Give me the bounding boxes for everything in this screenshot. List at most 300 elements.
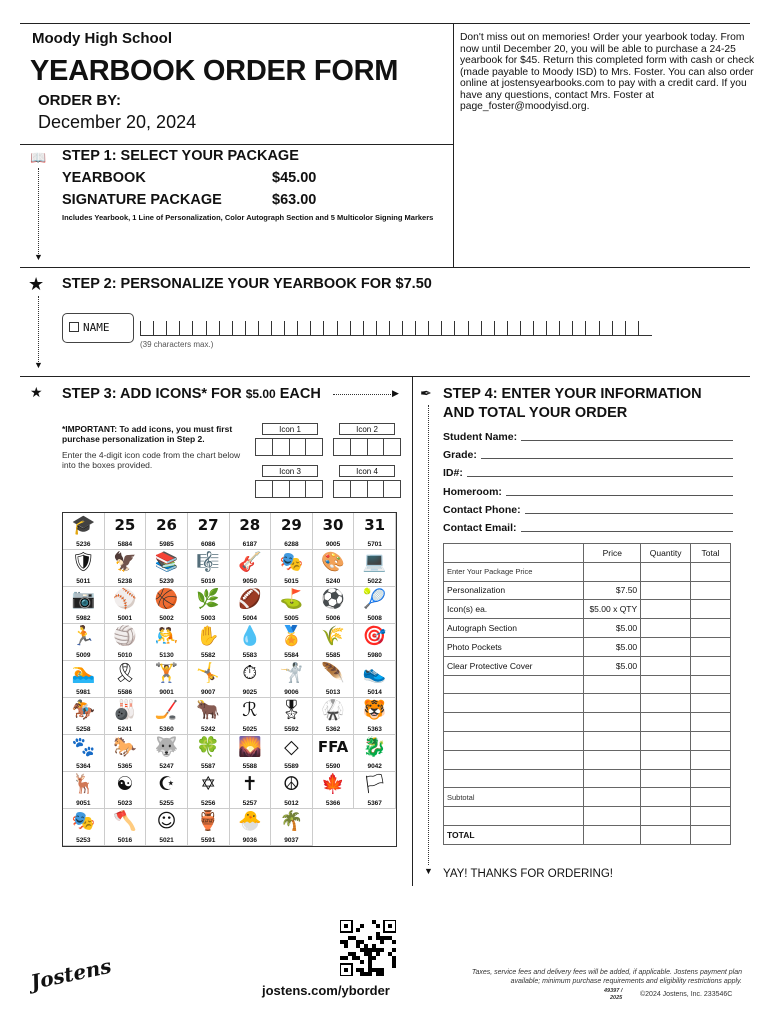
signature-price: $63.00 [272,192,317,208]
icon-code: 5023 [117,800,133,807]
character-divider [402,321,403,335]
wrestling-icon: 🤼 [154,625,179,647]
icon-cell [230,661,272,698]
graduation-cap-icon: 🎓 [71,514,96,536]
info-field-input[interactable] [525,504,733,514]
year-26-icon: 26 [156,516,177,534]
total-input[interactable] [691,562,731,581]
icon-cell [313,587,355,624]
basketball-icon: 🏀 [154,588,179,610]
icon-cell [313,661,355,698]
row-label: Photo Pockets [444,637,584,656]
icon-cell [354,624,396,661]
emblem-icon: 🎖 [279,699,304,721]
diamond-icon: ◇ [284,736,299,758]
icon-cell [271,661,313,698]
quantity-input[interactable] [641,637,691,656]
icon-code: 5981 [76,689,91,696]
icon-code: 5006 [325,615,341,622]
icon-cell [271,735,313,772]
fencing-icon: 🤺 [279,662,304,684]
icon-code: 5701 [367,541,382,548]
icon-cell [313,550,355,587]
form-code-bottom: 2025 [610,995,623,1001]
icon-cell [271,698,313,735]
total-input[interactable] [691,675,731,694]
total-input[interactable] [691,769,731,788]
info-field-input[interactable] [481,449,733,459]
computer-icon: 💻 [362,551,387,573]
icon-cell [230,735,272,772]
yearbook-price: $45.00 [272,170,317,186]
icon-cell [188,735,230,772]
character-divider [350,321,351,335]
table-row [444,619,731,638]
icon3-label: Icon 3 [262,465,318,477]
icon-code: 5258 [76,726,91,733]
step1-title: STEP 1: SELECT YOUR PACKAGE [62,148,299,164]
total-input[interactable] [691,731,731,750]
icon-cell [230,624,272,661]
golf-icon: ⛳ [279,588,304,610]
yearbook-label[interactable]: YEARBOOK [62,170,146,186]
quantity-input[interactable] [641,769,691,788]
step4-title-line1: STEP 4: ENTER YOUR INFORMATION [443,386,702,402]
row-label: Clear Protective Cover [444,656,584,675]
table-row [444,825,731,844]
table-row [444,807,731,826]
info-field-label: Student Name: [443,431,518,443]
icon-cell [230,513,272,550]
icon-cell [105,772,147,809]
icon-cell [313,624,355,661]
shoe-icon: 👟 [362,662,387,684]
total-input[interactable] [691,581,731,600]
icon3-code-input[interactable] [255,480,323,498]
icon-cell [230,772,272,809]
icon-code: 6288 [284,541,299,548]
script-r-icon: ℛ [242,699,258,721]
total-input[interactable] [691,713,731,732]
character-divider [572,321,573,335]
quantity-input[interactable] [641,731,691,750]
icon-cell [146,513,188,550]
icon-cell [271,550,313,587]
hand-icon: ✋ [196,625,221,647]
icon-code: 5586 [117,689,133,696]
trophy-icon: 🏺 [196,810,221,832]
icon-cell [188,809,230,846]
step2-arrow-icon: ▼ [34,360,43,370]
icon-code: 5584 [284,652,299,659]
icon-cell [354,735,396,772]
character-divider [559,321,560,335]
icon-cell [354,661,396,698]
icon-code: 5591 [200,837,216,844]
character-divider [441,321,442,335]
character-divider [219,321,220,335]
icon-code: 5590 [325,763,341,770]
icon-cell [63,587,105,624]
step1-arrow-icon: ▼ [34,252,43,262]
medal-icon: 🏅 [279,625,304,647]
name-checkbox[interactable] [62,313,134,343]
icon-code: 5025 [242,726,258,733]
column-header [444,544,584,563]
icon-code: 5241 [117,726,133,733]
star-icon: ★ [28,274,45,294]
paw-print-icon: 🐾 [71,736,96,758]
quantity-input[interactable] [641,581,691,600]
icon-code: 5253 [76,837,91,844]
icon1-code-input[interactable] [255,438,323,456]
icon-cell [230,809,272,846]
icon-code: 5363 [367,726,382,733]
icon-cell [188,661,230,698]
icon-cell [313,513,355,550]
icon4-code-input[interactable] [333,480,401,498]
info-field-row [443,486,733,498]
step4-arrow-icon: ▼ [424,866,433,876]
row-label: Autograph Section [444,619,584,638]
step3-rule [20,376,750,377]
icon-code: 5985 [159,541,174,548]
character-divider [310,321,311,335]
row-label: TOTAL [444,825,584,844]
info-field-input[interactable] [521,522,733,532]
character-divider [323,321,324,335]
icon-code: 5015 [284,578,299,585]
info-field-input[interactable] [521,431,733,441]
step2-dotted-line [38,296,39,362]
yin-yang-icon: ☯ [116,773,134,795]
football-helmet-icon: 🏈 [237,588,262,610]
theater-masks-icon: 🎭 [279,551,304,573]
pen-icon: ✒ [420,385,432,401]
horse-rider-icon: 🏇 [71,699,96,721]
quantity-input[interactable] [641,694,691,713]
total-input[interactable] [691,788,731,807]
wolf-icon: 🐺 [154,736,179,758]
step4-dotted-line [428,405,429,865]
masks-icon: 🎭 [71,810,96,832]
total-input[interactable] [691,750,731,769]
info-field-row [443,522,733,534]
character-divider [258,321,259,335]
bull-icon: 🐂 [196,699,221,721]
feather-icon: 🪶 [321,662,345,684]
character-divider [140,321,141,335]
icon-code: 5001 [117,615,133,622]
star-of-david-icon: ✡ [200,773,217,795]
info-field-label: Contact Email: [443,522,517,534]
quantity-input[interactable] [641,675,691,694]
row-price [584,788,641,807]
icons-important-note: *IMPORTANT: To add icons, you must first purchase personalization in Step 2. [62,424,233,444]
table-row [444,750,731,769]
icon-cell [63,661,105,698]
order-url[interactable]: jostens.com/yborder [262,983,390,998]
form-code-top: 49397 / [604,988,623,994]
total-input[interactable] [691,600,731,619]
weightlifting-icon: 🏋 [154,662,179,684]
pompom-icon: 🌿 [196,588,221,610]
character-divider [585,321,586,335]
icon-cell [146,624,188,661]
icon-code: 5014 [367,689,382,696]
signature-note: Includes Yearbook, 1 Line of Personalization, Color Autograph Section and 5 Multicolor Signing Markers [62,213,434,222]
guitar-icon: 🎸 [237,551,262,573]
quantity-input[interactable] [641,600,691,619]
order-table-header [444,544,731,563]
info-field-input[interactable] [467,467,733,477]
step34-divider [412,376,413,886]
icon-cell [271,587,313,624]
icon-cell [354,698,396,735]
row-price: $5.00 [584,637,641,656]
icon-chart [62,512,397,847]
step4-title-line2: AND TOTAL YOUR ORDER [443,405,628,421]
year-27-icon: 27 [197,516,219,534]
icon-code: 5239 [159,578,174,585]
icon1-label: Icon 1 [262,423,318,435]
icon-code: 5366 [325,800,341,807]
icon-cell [271,624,313,661]
soccer-ball-icon: ⚽ [321,588,345,610]
icon-code: 9051 [76,800,91,807]
quantity-input[interactable] [641,713,691,732]
baseball-bats-icon: ⚾ [113,588,137,610]
order-by-label: ORDER BY: [38,92,122,109]
horse-head-icon: 🐎 [113,736,137,758]
icon-code: 9006 [284,689,299,696]
character-divider [206,321,207,335]
icon-code: 6086 [200,541,216,548]
character-divider [389,321,390,335]
icon-cell [63,735,105,772]
icon-code: 5240 [325,578,341,585]
icon-cell [313,698,355,735]
icon-cell [105,550,147,587]
icon-code: 5011 [76,578,91,585]
book-icon: 📖 [30,150,47,165]
info-field-label: Contact Phone: [443,503,521,516]
icon-cell [105,698,147,735]
table-row [444,656,731,675]
row-label [444,675,584,694]
disclaimer: Taxes, service fees and delivery fees will be added, if applicable. Jostens payment plan available; minimum purchase requirements and eligibility restrictions apply. [471,969,742,985]
icon-code: 5236 [76,541,91,548]
quantity-input[interactable] [641,656,691,675]
order-by-date: December 20, 2024 [38,112,197,132]
row-price: $5.00 [584,619,641,638]
max-characters-note: (39 characters max.) [140,340,214,349]
icon-cell [146,587,188,624]
step3-title-end: EACH [279,386,321,402]
peace-sign-icon: ☮ [282,773,300,795]
icon-code: 5022 [367,578,382,585]
drop-icon: 💧 [237,625,262,647]
row-price [584,825,641,844]
clover-icon: 🍀 [196,736,221,758]
flag-icon: 🏳 [362,773,387,795]
character-divider [599,321,600,335]
quantity-input[interactable] [641,825,691,844]
row-label [444,750,584,769]
wheat-icon: 🌾 [321,625,345,647]
tool-icon: 🪓 [113,810,137,832]
icon-code: 9036 [242,837,258,844]
icon-code: 5583 [242,652,258,659]
icon-code: 5247 [159,763,174,770]
icons-instruction: Enter the 4-digit icon code from the chart below into the boxes provided. [62,450,241,470]
icon-code: 5008 [367,615,382,622]
row-price [584,807,641,826]
qr-pattern [340,920,396,976]
hockey-sticks-icon: 🏒 [154,699,179,721]
table-row [444,562,731,581]
top-rule [20,23,750,24]
year-31-icon: 31 [364,516,386,534]
info-field-row [443,431,733,443]
jostens-logo: Jostens [28,953,114,995]
character-divider [232,321,233,335]
track-runner-icon: 🏃 [71,625,96,647]
step2-rule [20,267,750,268]
maple-leaf-icon: 🍁 [321,773,345,795]
quantity-input[interactable] [641,807,691,826]
total-input[interactable] [691,807,731,826]
icon-cell [188,624,230,661]
books-icon: 📚 [154,551,179,573]
icon-code: 5004 [242,615,258,622]
icon-cell [271,513,313,550]
checkbox-icon[interactable] [69,322,79,332]
total-input[interactable] [691,825,731,844]
icon-code: 5364 [76,763,91,770]
row-label [444,694,584,713]
row-label: Enter Your Package Price [444,562,584,581]
row-price [584,750,641,769]
qr-code[interactable] [340,920,396,976]
character-divider [337,321,338,335]
character-divider [245,321,246,335]
row-label [444,807,584,826]
icon-code: 5013 [325,689,341,696]
icon4-label: Icon 4 [339,465,395,477]
signature-label[interactable]: SIGNATURE PACKAGE [62,192,222,208]
row-price [584,731,641,750]
icon-cell [63,698,105,735]
icon-code: 5021 [159,837,174,844]
icon-cell [146,735,188,772]
character-divider [638,321,639,335]
row-label [444,731,584,750]
row-price [584,769,641,788]
bowling-icon: 🎳 [113,699,137,721]
icon-cell [354,587,396,624]
hatchling-icon: 🐣 [237,810,262,832]
icon-code: 5012 [284,800,299,807]
icon2-code-input[interactable] [333,438,401,456]
step3-title [62,386,321,402]
thanks-message: YAY! THANKS FOR ORDERING! [443,868,613,880]
crest-icon: 🛡 [71,551,96,573]
character-divider [520,321,521,335]
total-input[interactable] [691,619,731,638]
info-field-input[interactable] [506,486,733,496]
icon-code: 5592 [284,726,299,733]
icon-code: 5009 [76,652,91,659]
intro-text: Don't miss out on memories! Order your yearbook today. From now until December 20, you will be able to purchase a 24-25 yearbook for $45. Return this completed form with cash or check (made payable to Moody ISD) to Mrs. Foster. You can also order online at jostensyearbooks.com to pay with a credit card. If you have any questions, contact Mrs. Foster at page_foster@moodyisd.org. [460,32,755,112]
character-divider [284,321,285,335]
icon-code: 5884 [117,541,133,548]
icon-code: 5256 [200,800,216,807]
quantity-input[interactable] [641,562,691,581]
ffa-icon: FFA [317,738,349,756]
icon-cell [63,809,105,846]
icon-code: 5980 [367,652,382,659]
eagle-icon: 🦅 [113,551,137,573]
icon-cell [146,809,188,846]
quantity-input[interactable] [641,619,691,638]
icon-code: 5367 [367,800,382,807]
icon-code: 5587 [200,763,216,770]
character-divider [546,321,547,335]
year-29-icon: 29 [281,516,302,534]
icon-code: 5019 [200,578,216,585]
character-divider [494,321,495,335]
icon-cell [63,624,105,661]
row-label [444,769,584,788]
total-input[interactable] [691,656,731,675]
music-notes-icon: 🎼 [196,551,221,573]
icon-cell [105,513,147,550]
icon-cell [63,772,105,809]
info-field-label: ID#: [443,467,463,480]
name-character-boxes[interactable] [140,318,652,336]
character-divider [166,321,167,335]
year-28-icon: 28 [239,516,261,534]
quantity-input[interactable] [641,788,691,807]
character-divider [415,321,416,335]
info-field-row [443,504,733,516]
icon-code: 9025 [242,689,258,696]
icon-code: 5585 [325,652,341,659]
character-divider [179,321,180,335]
row-price [584,694,641,713]
icon-code: 5362 [325,726,341,733]
tennis-ball-icon: 🎾 [362,588,387,610]
character-divider [533,321,534,335]
icon-cell [188,698,230,735]
row-price [584,562,641,581]
school-name: Moody High School [32,30,172,47]
icon-cell [146,772,188,809]
column-header: Quantity [641,544,691,563]
icon2-label: Icon 2 [339,423,395,435]
table-row [444,675,731,694]
tiger-icon: 🐯 [362,699,387,721]
icon-cell [105,587,147,624]
info-field-row [443,467,733,479]
total-input[interactable] [691,637,731,656]
character-divider [376,321,377,335]
icon-cell [230,698,272,735]
row-price: $7.50 [584,581,641,600]
quantity-input[interactable] [641,750,691,769]
total-input[interactable] [691,694,731,713]
